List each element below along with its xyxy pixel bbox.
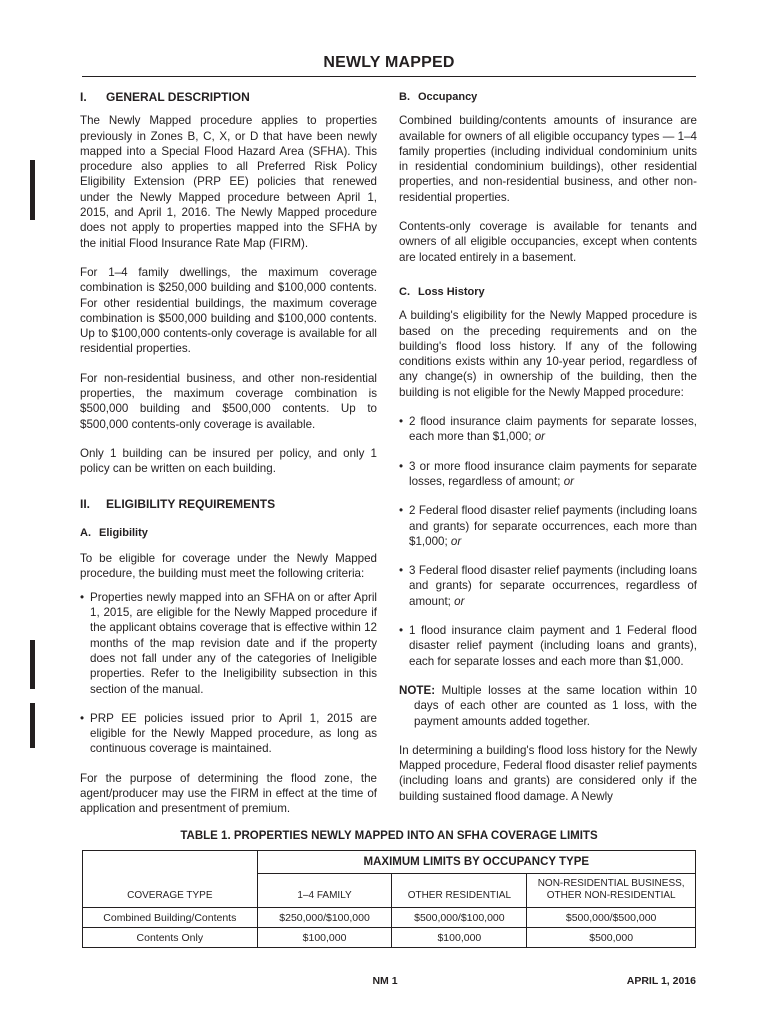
paragraph: A building's eligibility for the Newly Mapped procedure is based on the preceding requirements and on the building's flood loss history. If any of the following conditions exists within any 10-year period, regardless of any change(s) in ownership of the building, then the building is not eligible for the Newly Mapped procedure: bbox=[399, 309, 697, 399]
table-cell: $100,000 bbox=[392, 928, 527, 948]
list-item: • 1 flood insurance claim payment and 1 Federal flood disaster relief payment (including loans and grants), each for separate losses and each more than $1,000. bbox=[399, 623, 697, 669]
table-row bbox=[83, 908, 696, 928]
bullet-list bbox=[399, 414, 697, 669]
table-cell: $250,000/$100,000 bbox=[257, 908, 392, 928]
subsection-heading: C. Loss History bbox=[399, 285, 485, 298]
paragraph: Combined building/contents amounts of insurance are available for owners of all eligible occupancy types — 1–4 family properties (including individual condominium units in residential condominium buildings), other residential properties, and non-residential business, and other non-residential properties. bbox=[399, 114, 697, 204]
note: NOTE: Multiple losses at the same location within 10 days of each other are counted as 1 loss, with the payment amounts added together. bbox=[399, 683, 697, 728]
paragraph: For non-residential business, and other non-residential properties, the maximum coverage combination is $500,000 building and $500,000 contents. Up to $500,000 contents-only coverage is available. bbox=[80, 371, 377, 431]
column-header: NON-RESIDENTIAL BUSINESS, OTHER NON-RESIDENTIAL bbox=[527, 874, 696, 908]
subsection-heading: A. Eligibility bbox=[80, 526, 148, 539]
coverage-limits-table bbox=[82, 850, 696, 948]
paragraph: In determining a building's flood loss history for the Newly Mapped procedure, Federal flood disaster relief payments (including loans and grants) are considered only if the building sustained flood damage. A Newly bbox=[399, 743, 697, 803]
list-item: • Properties newly mapped into an SFHA on or after April 1, 2015, are eligible for the Newly Mapped procedure if the applicant obtains coverage that is effective within 12 months of the map revision date and if the property does not fall under any of the categories of Ineligible properties. Refer to the Ineligibility subsection in this section of the manual. bbox=[80, 590, 377, 697]
paragraph: Contents-only coverage is available for tenants and owners of all eligible occupancies, except when contents are located entirely in a basement. bbox=[399, 220, 697, 264]
column-header: COVERAGE TYPE bbox=[83, 851, 258, 908]
list-item: • 2 flood insurance claim payments for separate losses, each more than $1,000; or bbox=[399, 414, 697, 445]
table-cell: $500,000 bbox=[527, 928, 696, 948]
column-header: 1–4 FAMILY bbox=[257, 874, 392, 908]
table-cell: Contents Only bbox=[83, 928, 258, 948]
paragraph: For the purpose of determining the flood zone, the agent/producer may use the FIRM in effect at the time of application and presentment of premium. bbox=[80, 771, 377, 816]
paragraph: The Newly Mapped procedure applies to properties previously in Zones B, C, X, or D that have been newly mapped into a Special Flood Hazard Area (SFHA). This procedure also applies to all Preferred Risk Policy Eligibility Extension (PRP EE) policies that renewed under the Newly Mapped procedure between April 1, 2015, and April 1, 2016. The Newly Mapped procedure does not apply to properties mapped into the SFHA by the initial Flood Insurance Rate Map (FIRM). bbox=[80, 114, 377, 250]
subsection-heading: B. Occupancy bbox=[399, 91, 478, 103]
title-rule bbox=[82, 76, 696, 77]
section-heading: I. GENERAL DESCRIPTION bbox=[80, 90, 250, 104]
table-cell: Combined Building/Contents bbox=[83, 908, 258, 928]
table-header-row bbox=[83, 851, 696, 874]
paragraph: Only 1 building can be insured per policy, and only 1 policy can be written on each building. bbox=[80, 446, 377, 476]
paragraph: For 1–4 family dwellings, the maximum coverage combination is $250,000 building and $100,000 contents. For other residential buildings, the maximum coverage combination is $500,000 building and $100,000 contents. Up to $100,000 contents-only coverage is available for all residential properties. bbox=[80, 265, 377, 356]
list-item: • 3 or more flood insurance claim payments for separate losses, regardless of amount; or bbox=[399, 459, 697, 490]
footer-date: APRIL 1, 2016 bbox=[626, 975, 696, 987]
table-cell: $500,000/$500,000 bbox=[527, 908, 696, 928]
table-row bbox=[83, 928, 696, 948]
list-item: • PRP EE policies issued prior to April 1, 2015 are eligible for the Newly Mapped procedure, as long as continuous coverage is maintained. bbox=[80, 711, 377, 757]
change-bar bbox=[30, 703, 35, 748]
list-item: • 3 Federal flood disaster relief payments (including loans and grants) for separate occurrences, regardless of amount; or bbox=[399, 563, 697, 609]
change-bar bbox=[30, 640, 35, 689]
paragraph: To be eligible for coverage under the Newly Mapped procedure, the building must meet the following criteria: bbox=[80, 552, 377, 581]
section-heading: II. ELIGIBILITY REQUIREMENTS bbox=[80, 496, 276, 511]
table-title: TABLE 1. PROPERTIES NEWLY MAPPED INTO AN SFHA COVERAGE LIMITS bbox=[180, 830, 598, 842]
column-header: OTHER RESIDENTIAL bbox=[392, 874, 527, 908]
page-title: NEWLY MAPPED bbox=[323, 54, 455, 71]
right-column bbox=[399, 90, 697, 804]
table-cell: $100,000 bbox=[257, 928, 392, 948]
list-item: • 2 Federal flood disaster relief payments (including loans and grants) for separate occurrences, each more than $1,000; or bbox=[399, 503, 697, 549]
left-column bbox=[80, 90, 377, 817]
table-cell: $500,000/$100,000 bbox=[392, 908, 527, 928]
page-number: NM 1 bbox=[372, 975, 398, 987]
change-bar bbox=[30, 160, 35, 220]
bullet-list bbox=[80, 590, 377, 757]
group-header: MAXIMUM LIMITS BY OCCUPANCY TYPE bbox=[257, 851, 695, 874]
